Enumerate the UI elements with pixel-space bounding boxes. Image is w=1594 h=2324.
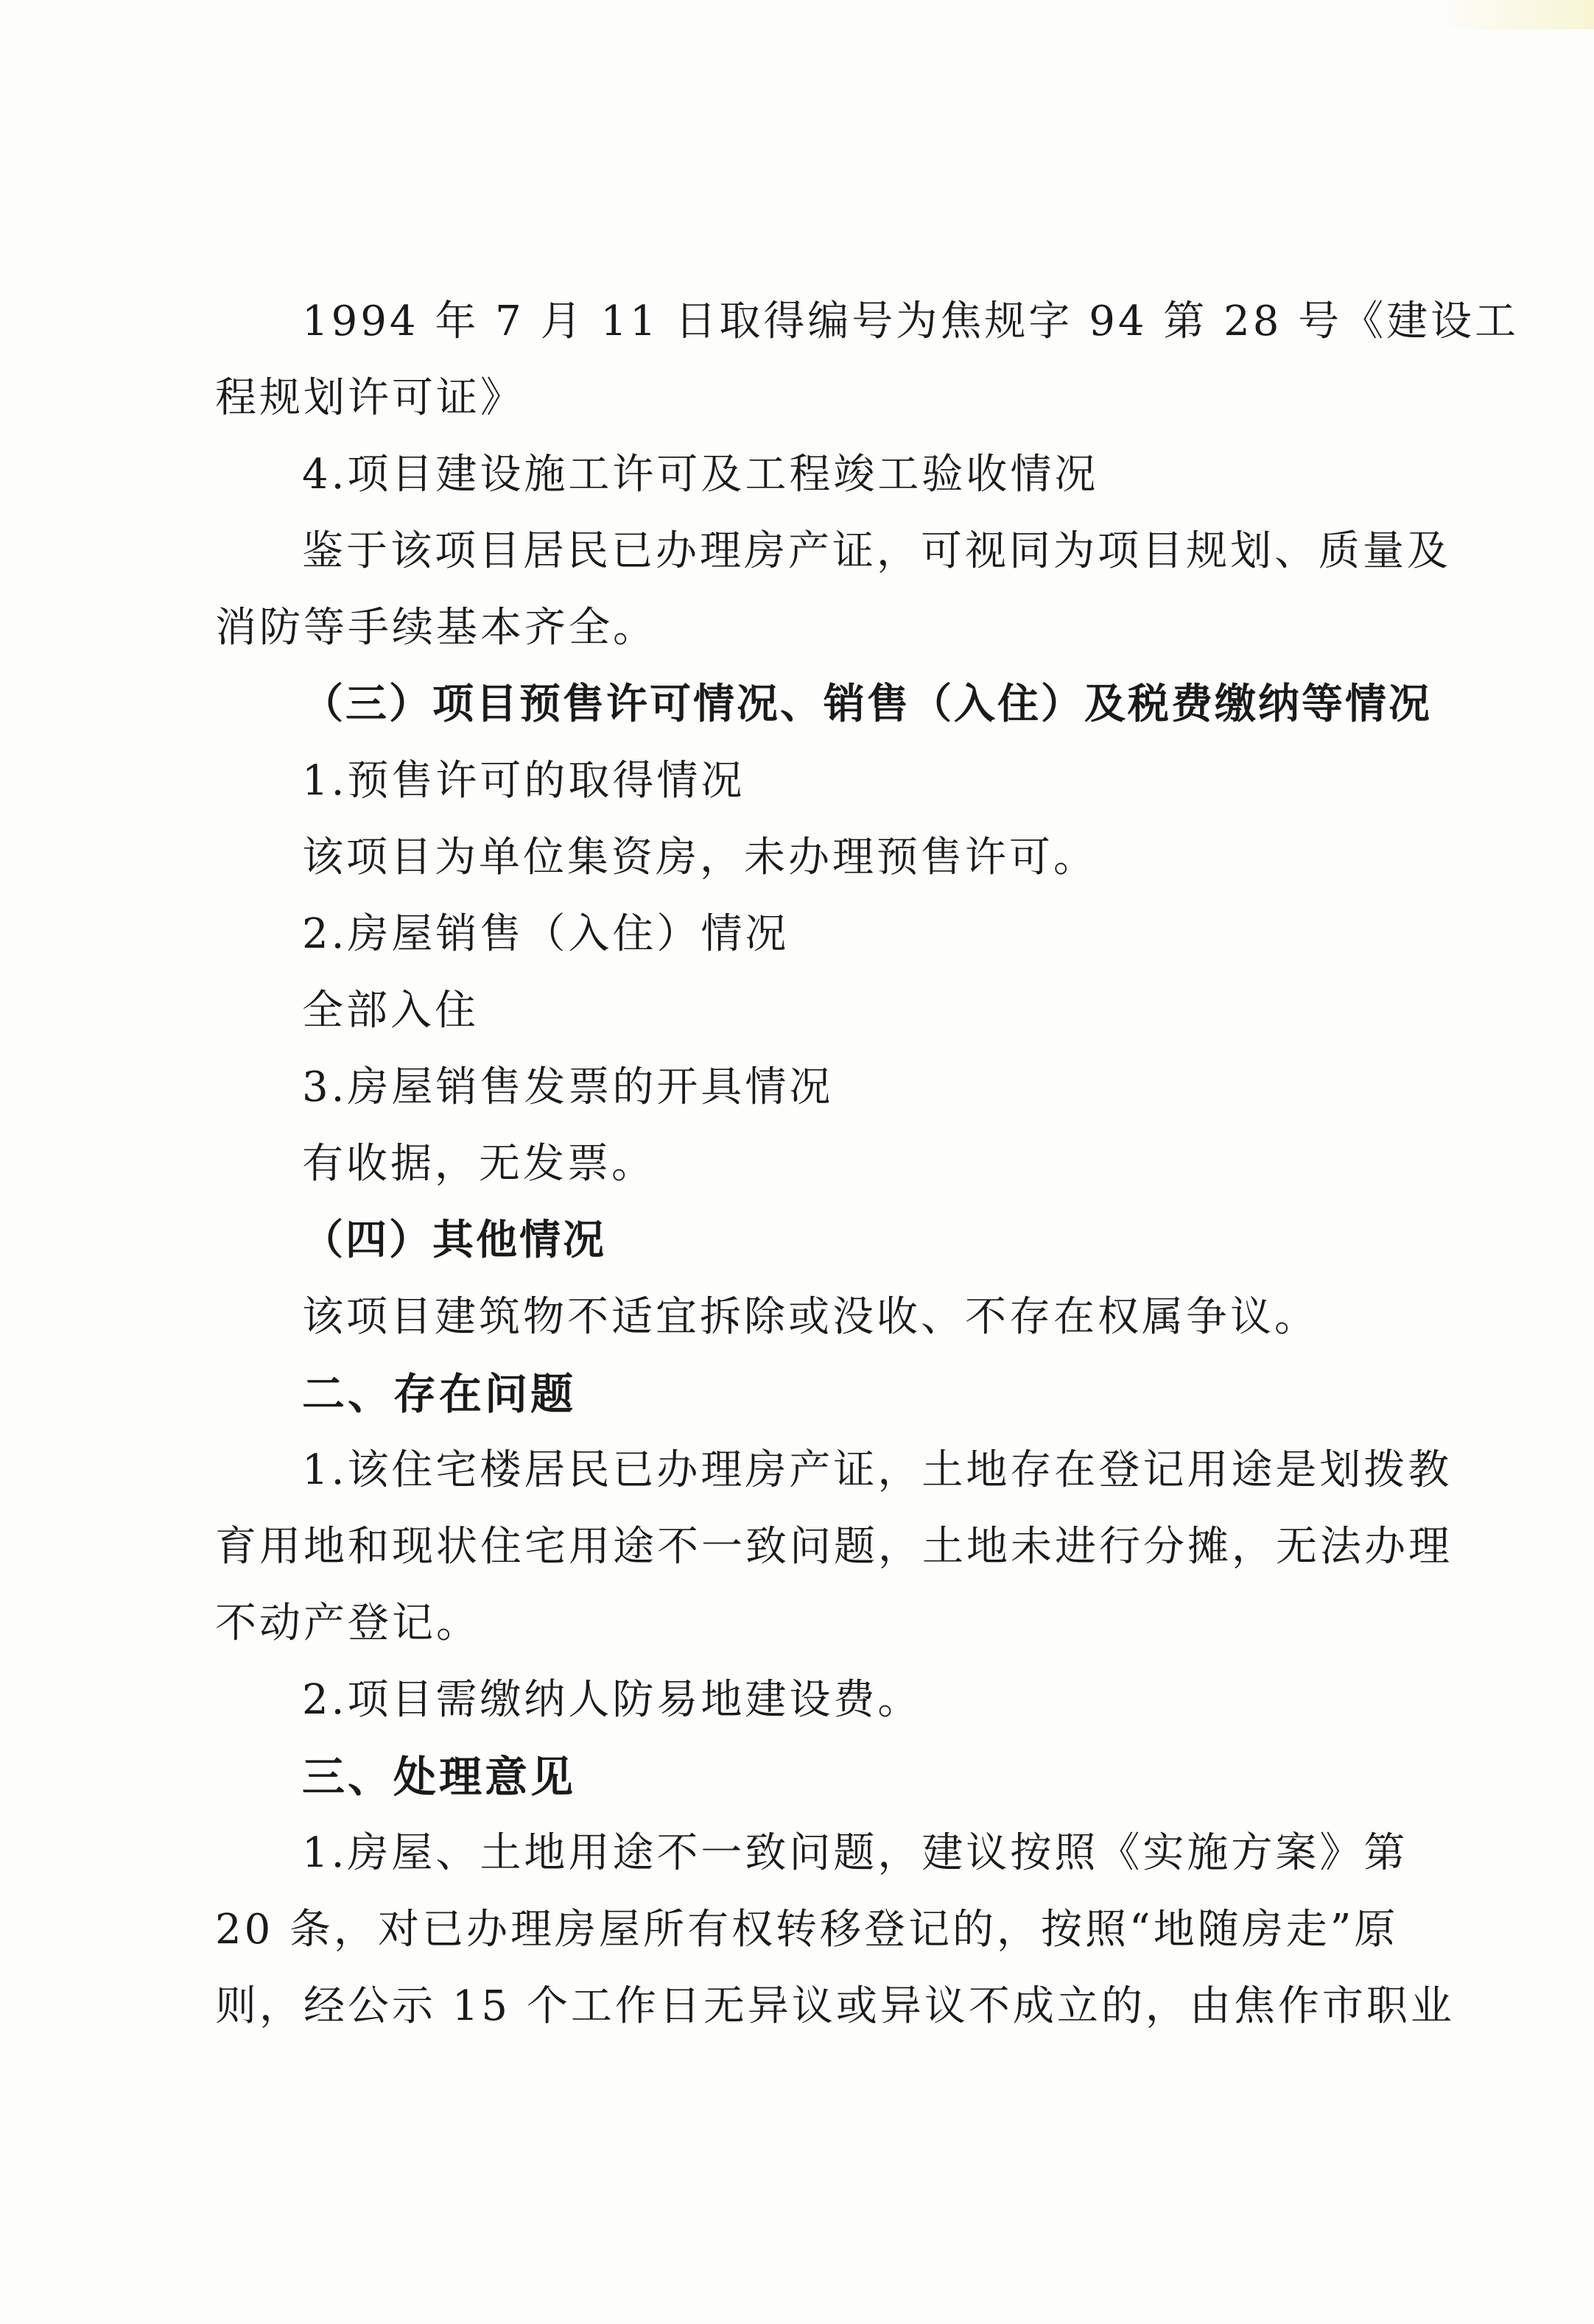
chapter-heading-opinions: 三、处理意见 [302,1752,577,1802]
paragraph-line-problem-2: 2.项目需缴纳人防易地建设费。 [302,1676,922,1724]
paragraph-line-all-occupied: 全部入住 [302,987,479,1035]
paragraph-line-opinion-1b: 20 条，对已办理房屋所有权转移登记的，按照“地随房走”原 [215,1906,1399,1954]
chapter-heading-problems: 二、存在问题 [302,1369,577,1419]
paragraph-line-permit-date: 1994 年 7 月 11 日取得编号为焦规字 94 第 28 号《建设工 [302,297,1520,345]
paragraph-line-problem-1a: 1.该住宅楼居民已办理房产证，土地存在登记用途是划拨教 [302,1446,1453,1494]
section-heading-presale: （三）项目预售许可情况、销售（入住）及税费缴纳等情况 [302,680,1432,728]
paragraph-line-receipts: 有收据，无发票。 [302,1140,656,1188]
section-heading-other: （四）其他情况 [302,1216,606,1264]
paragraph-line-permit-title: 程规划许可证》 [215,374,524,422]
paragraph-line-opinion-1c: 则，经公示 15 个工作日无异议或异议不成立的，由焦作市职业 [215,1982,1455,2030]
paragraph-line-opinion-1a: 1.房屋、土地用途不一致问题，建议按照《实施方案》第 [302,1829,1408,1877]
paragraph-line-problem-1b: 育用地和现状住宅用途不一致问题，土地未进行分摊，无法办理 [215,1523,1453,1571]
item-heading-sales-occupancy: 2.房屋销售（入住）情况 [302,910,790,958]
paragraph-line-property-cert: 鉴于该项目居民已办理房产证，可视同为项目规划、质量及 [302,527,1451,575]
paragraph-line-problem-1c: 不动产登记。 [215,1599,480,1647]
paragraph-line-procedures-complete: 消防等手续基本齐全。 [215,604,657,652]
paragraph-line-no-dispute: 该项目建筑物不适宜拆除或没收、不存在权属争议。 [302,1293,1319,1341]
paragraph-line-no-presale: 该项目为单位集资房，未办理预售许可。 [302,834,1098,881]
document-body [215,284,1520,2045]
item-heading-construction-permit: 4.项目建设施工许可及工程竣工验收情况 [302,451,1099,499]
item-heading-invoice: 3.房屋销售发票的开具情况 [302,1063,834,1111]
scan-corner-tint [1432,0,1594,29]
item-heading-presale-permit: 1.预售许可的取得情况 [302,757,745,805]
